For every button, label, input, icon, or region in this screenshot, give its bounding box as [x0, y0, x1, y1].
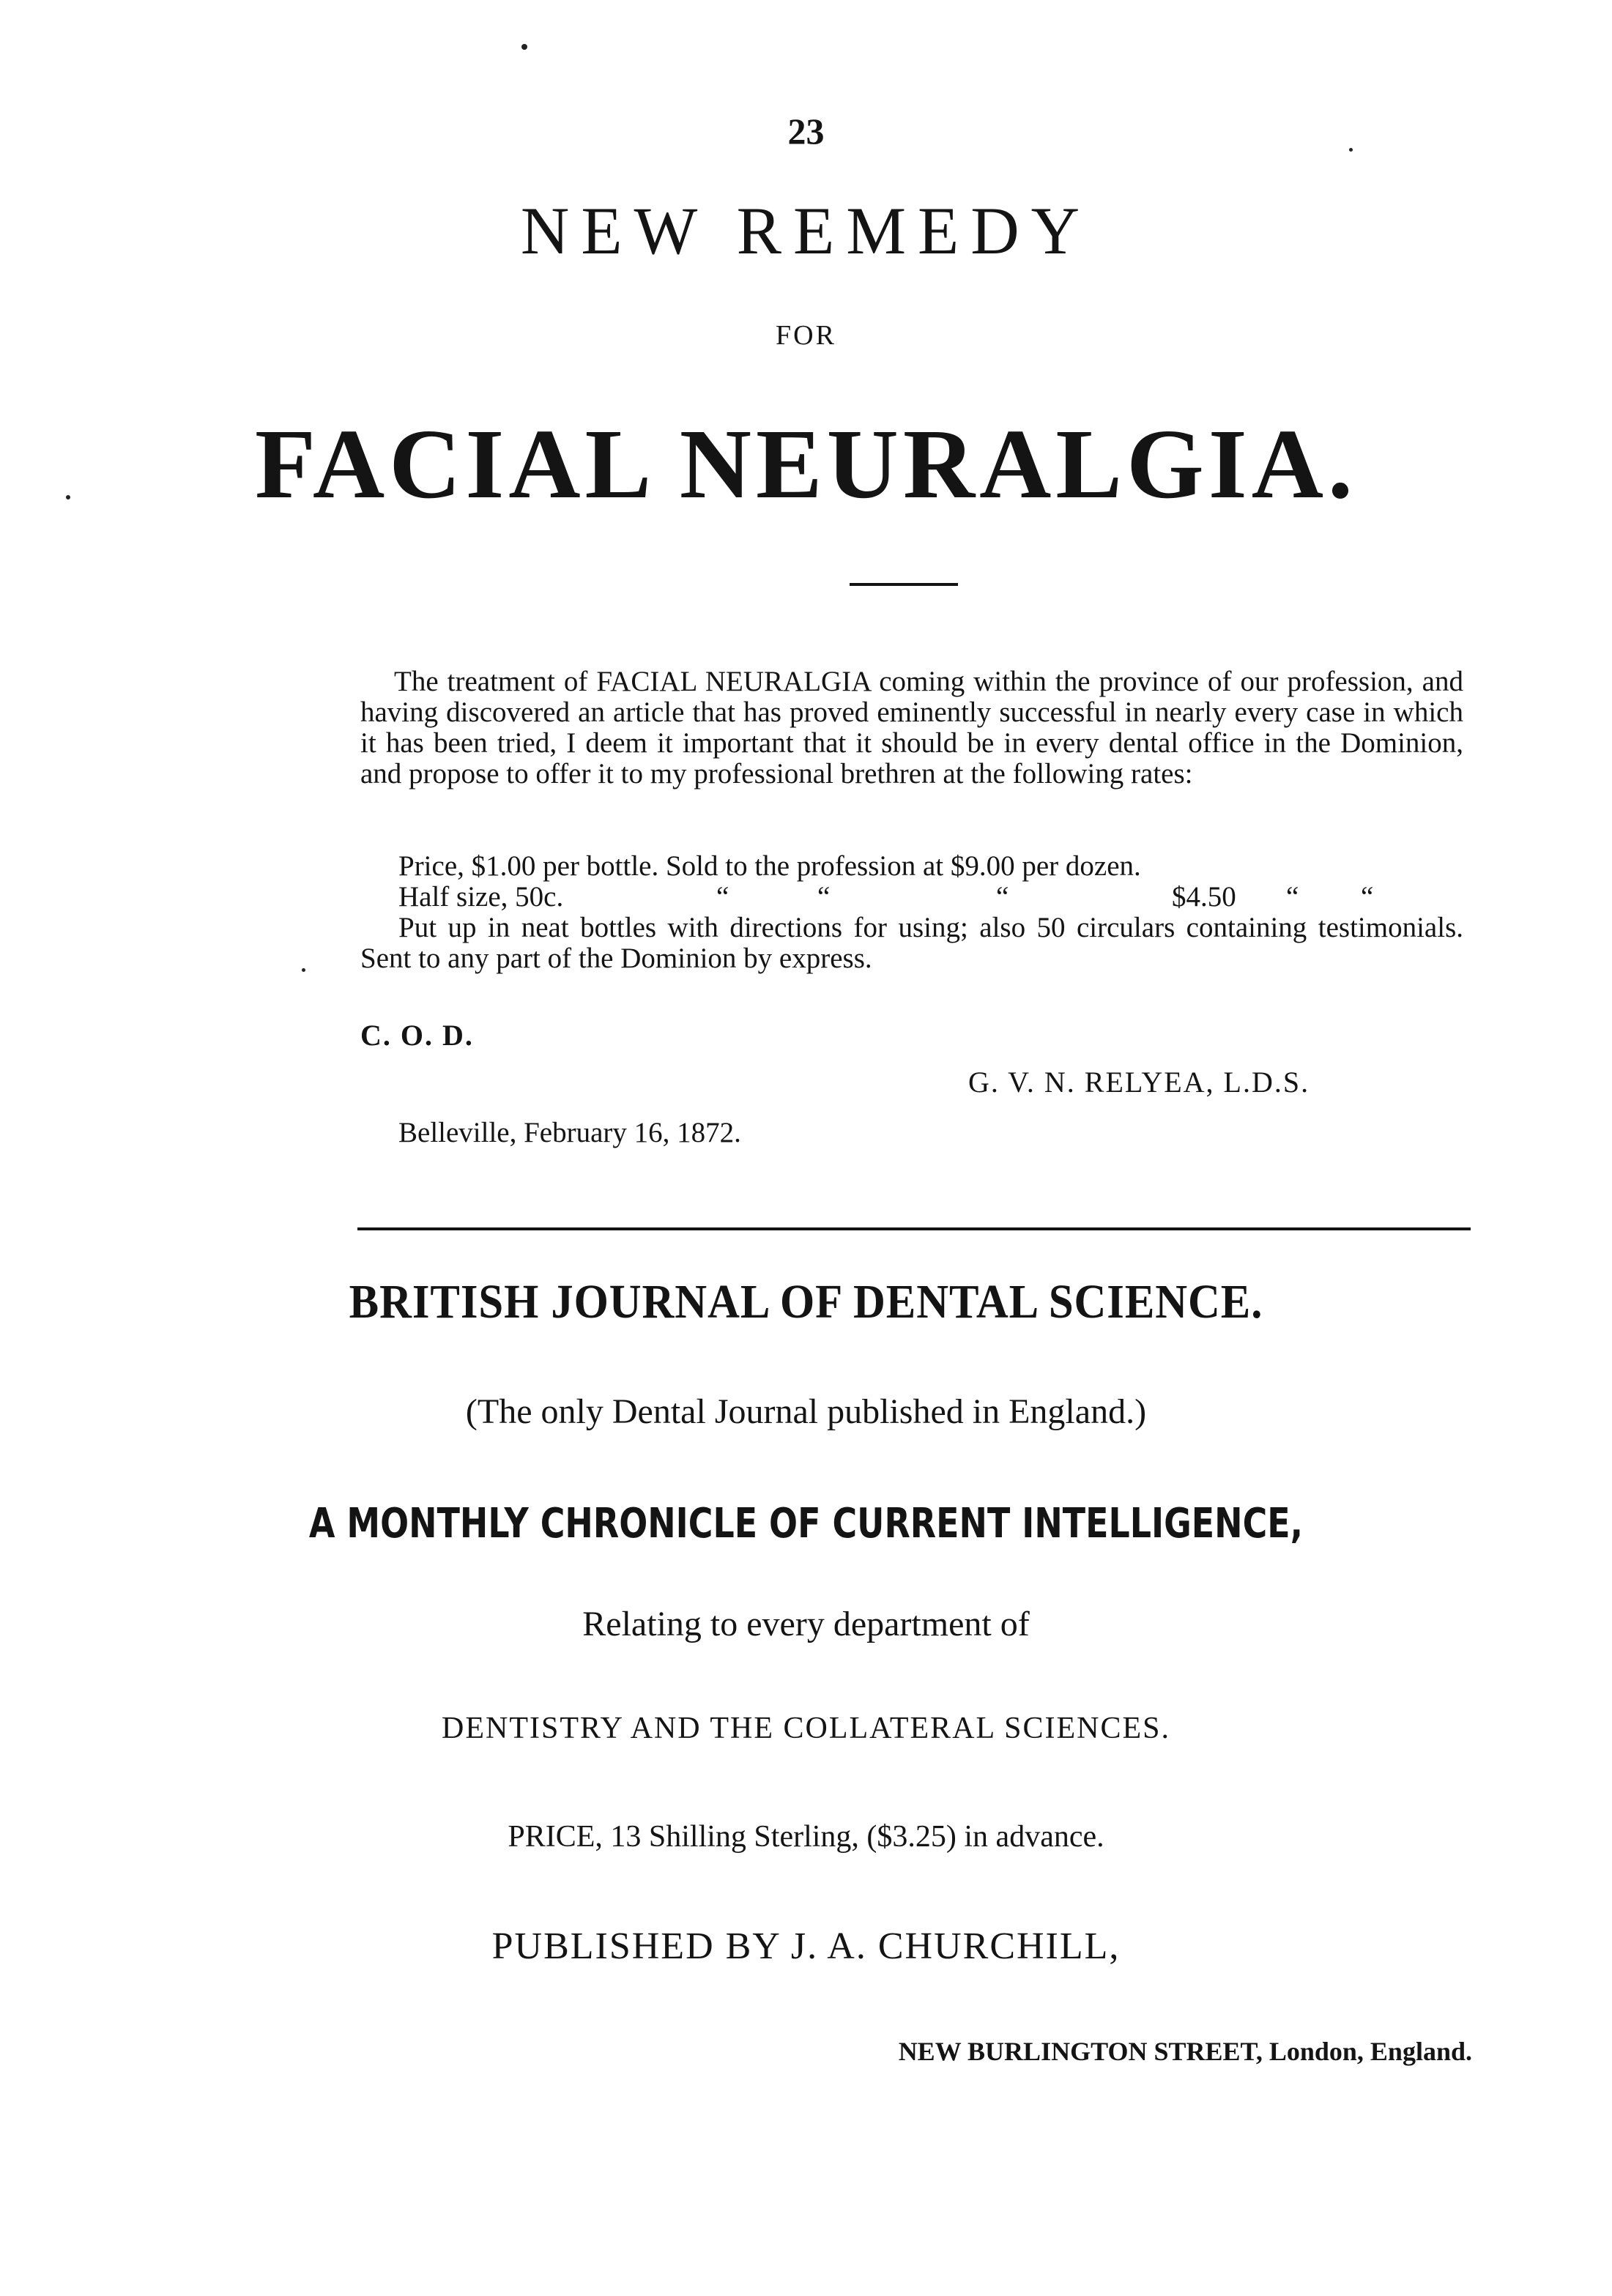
journal-chronicle-heading: A MONTHLY CHRONICLE OF CURRENT INTELLIGENCE, — [308, 1500, 1304, 1548]
ditto-mark: “ — [817, 881, 831, 913]
ditto-mark: “ — [996, 881, 1009, 913]
journal-title: BRITISH JOURNAL OF DENTAL SCIENCE. — [349, 1275, 1263, 1329]
section-divider — [357, 1227, 1471, 1230]
journal-subtitle: (The only Dental Journal published in England.) — [465, 1392, 1147, 1431]
ditto-mark: “ — [1361, 881, 1374, 913]
half-size-label: Half size, 50c. — [398, 881, 564, 913]
scan-speck — [66, 495, 70, 499]
cod-note: C. O. D. — [360, 1019, 474, 1052]
scan-speck — [302, 968, 305, 972]
short-divider — [850, 583, 958, 586]
half-size-dozen-price: $4.50 — [1172, 881, 1236, 913]
ad-title: NEW REMEDY — [520, 193, 1092, 268]
packaging-paragraph: Put up in neat bottles with directions for using; also 50 circulars containing testimonials. Sent to any part of the Dominion by express. — [360, 912, 1463, 974]
ad-body-paragraph: The treatment of FACIAL NEURALGIA coming within the province of our profession, and having discovered an article that has proved eminently successful in nearly every case in which it has been tried, I deem it important that it should be in every dental office in the Dominion, and propose to offer it to my professional brethren at the following rates: — [360, 666, 1463, 790]
half-size-line — [0, 882, 1612, 913]
journal-publisher-line: PUBLISHED BY J. A. CHURCHILL, — [491, 1925, 1121, 1967]
ad-headline: FACIAL NEURALGIA. — [255, 409, 1357, 519]
dateline: Belleville, February 16, 1872. — [398, 1117, 741, 1148]
scan-speck — [1349, 148, 1353, 152]
ditto-mark: “ — [716, 881, 729, 913]
ditto-mark: “ — [1286, 881, 1299, 913]
journal-relating-line: Relating to every department of — [582, 1605, 1030, 1643]
page-number: 23 — [787, 111, 825, 152]
ad-for-line: FOR — [776, 320, 836, 351]
scan-speck — [521, 44, 527, 50]
journal-price-line: PRICE, 13 Shilling Sterling, ($3.25) in advance. — [508, 1820, 1104, 1854]
journal-address-line: NEW BURLINGTON STREET, London, England. — [898, 2037, 1472, 2066]
signature: G. V. N. RELYEA, L.D.S. — [968, 1066, 1310, 1099]
price-line: Price, $1.00 per bottle. Sold to the profession at $9.00 per dozen. — [398, 850, 1141, 882]
journal-dentistry-line: DENTISTRY AND THE COLLATERAL SCIENCES. — [442, 1712, 1170, 1745]
